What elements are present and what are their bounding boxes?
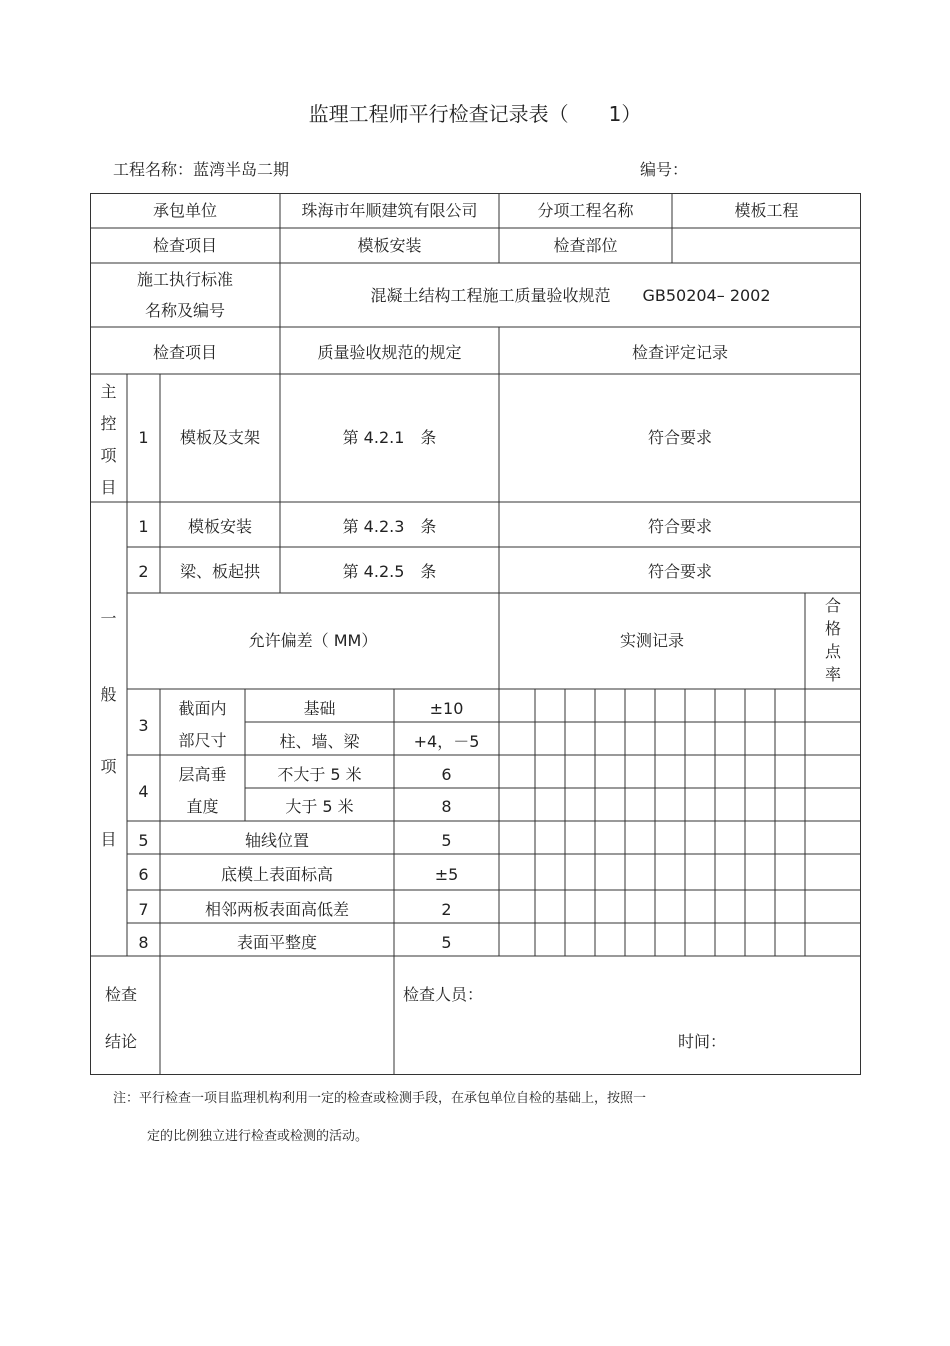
tol-row-no: 4 — [138, 782, 149, 801]
general-group-label-2: 般 — [100, 685, 117, 704]
general-row-spec: 第 4.2.3 条 — [342, 517, 437, 536]
tol-row-name-line2: 部尺寸 — [178, 731, 227, 750]
measured-header: 实测记录 — [619, 631, 684, 650]
tol-sub-value: 8 — [441, 797, 452, 816]
tol-row-name: 相邻两板表面高低差 — [204, 900, 349, 919]
check-item-value: 模板安装 — [357, 236, 422, 255]
standard-label-line2: 名称及编号 — [144, 301, 225, 320]
tol-row-no: 5 — [138, 831, 149, 850]
time-label: 时间： — [678, 1032, 727, 1051]
general-group-label-3: 项 — [100, 757, 117, 776]
main-row-name: 模板及支架 — [179, 428, 260, 447]
column-record: 检查评定记录 — [631, 343, 728, 362]
main-row-spec: 第 4.2.1 条 — [342, 428, 437, 447]
tol-sub-name: 基础 — [303, 699, 336, 718]
tol-row-name-line1: 层高垂 — [178, 765, 227, 784]
tol-sub-value: ±10 — [429, 699, 464, 718]
tolerance-header: 允许偏差（ MM） — [248, 631, 378, 650]
tol-row-no: 6 — [138, 865, 149, 884]
check-part-label: 检查部位 — [553, 236, 618, 255]
check-item-label: 检查项目 — [152, 236, 217, 255]
page-title: 监理工程师平行检查记录表（ 1） — [308, 102, 642, 126]
column-check-item: 检查项目 — [152, 343, 217, 362]
main-row-no: 1 — [138, 428, 149, 447]
footnote-line1: 注：平行检查一项目监理机构利用一定的检查或检测手段，在承包单位自检的基础上，按照一 — [113, 1091, 647, 1106]
general-row-no: 1 — [138, 517, 149, 536]
tol-sub-name: 柱、墙、梁 — [279, 732, 360, 751]
general-row-result: 符合要求 — [647, 562, 712, 581]
tol-row-no: 7 — [138, 900, 149, 919]
tol-row-name-line1: 截面内 — [178, 699, 227, 718]
general-row-result: 符合要求 — [647, 517, 712, 536]
subitem-label: 分项工程名称 — [537, 201, 634, 220]
record-number-label: 编号： — [640, 160, 689, 179]
tol-row-value: ±5 — [434, 865, 459, 884]
tol-sub-name: 不大于 5 米 — [277, 765, 362, 784]
standard-label-line1: 施工执行标准 — [136, 270, 233, 289]
tol-sub-value: 6 — [441, 765, 452, 784]
inspector-label: 检查人员： — [403, 985, 484, 1004]
footnote-line2: 定的比例独立进行检查或检测的活动。 — [147, 1129, 369, 1144]
tol-row-value: 5 — [441, 831, 452, 850]
column-spec: 质量验收规范的规定 — [317, 343, 462, 362]
tol-row-no: 3 — [138, 716, 149, 735]
tol-row-name: 底模上表面标高 — [220, 865, 333, 884]
tol-row-name: 表面平整度 — [236, 933, 317, 952]
tol-row-value: 5 — [441, 933, 452, 952]
project-name-label: 工程名称：蓝湾半岛二期 — [113, 160, 290, 179]
tol-row-value: 2 — [441, 900, 452, 919]
tol-row-name: 轴线位置 — [244, 831, 309, 850]
main-row-result: 符合要求 — [647, 428, 712, 447]
contractor-label: 承包单位 — [152, 201, 217, 220]
contractor-value: 珠海市年顺建筑有限公司 — [301, 201, 478, 220]
conclusion-label-line1: 检查 — [104, 985, 137, 1004]
general-row-no: 2 — [138, 562, 149, 581]
tol-row-name-line2: 直度 — [186, 797, 219, 816]
pass-rate-header: 合 格 点 率 — [824, 596, 841, 684]
subitem-value: 模板工程 — [734, 201, 799, 220]
general-group-label-4: 目 — [100, 830, 117, 849]
general-row-spec: 第 4.2.5 条 — [342, 562, 437, 581]
general-row-name: 模板安装 — [187, 517, 252, 536]
conclusion-label-line2: 结论 — [104, 1032, 137, 1051]
standard-value: 混凝土结构工程施工质量验收规范 GB50204– 2002 — [370, 286, 771, 305]
main-group-label: 主 控 项 目 — [100, 382, 117, 497]
tol-row-no: 8 — [138, 933, 149, 952]
inspection-record-table — [90, 193, 861, 1075]
tol-sub-value: +4，－5 — [413, 732, 480, 751]
general-row-name: 梁、板起拱 — [179, 562, 260, 581]
general-group-label-1: 一 — [100, 609, 117, 628]
tol-sub-name: 大于 5 米 — [285, 797, 354, 816]
